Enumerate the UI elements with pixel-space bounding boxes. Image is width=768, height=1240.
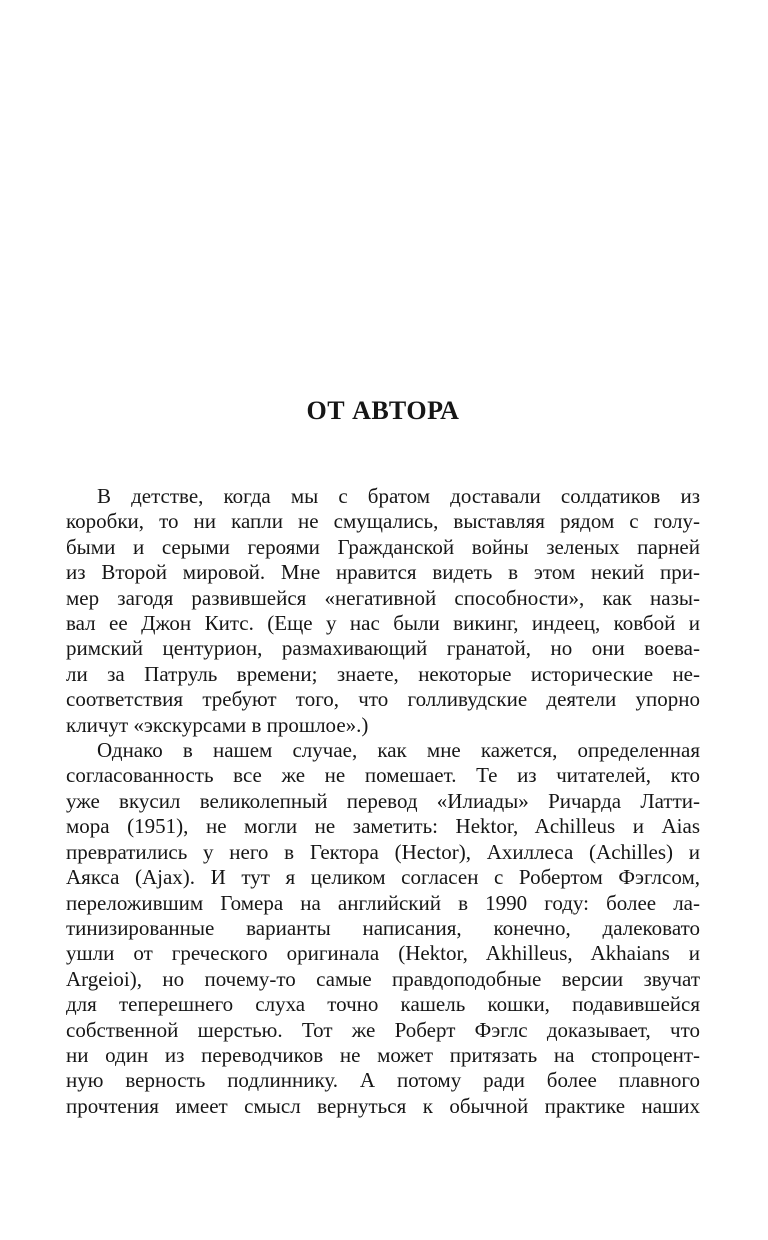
text-line: кличут «экскурсами в прошлое».) [66,712,369,737]
text-line: вал ее Джон Китс. (Еще у нас были викинг, индеец, ковбой и [66,611,700,636]
text-line: соответствия требуют того, что голливудские деятели упорно [66,687,700,712]
text-line: Argeioi), но почему-то самые правдоподобные версии звучат [66,966,700,991]
text-line: переложившим Гомера на английский в 1990 году: более ла- [66,890,700,915]
text-line: ли за Патруль времени; знаете, некоторые исторические не- [66,661,700,686]
text-line: Аякса (Ajax). И тут я целиком согласен с Робертом Фэглсом, [66,865,700,890]
text-line: Однако в нашем случае, как мне кажется, определенная [97,738,700,763]
text-line: из Второй мировой. Мне нравится видеть в этом некий при- [66,560,700,585]
text-line: ушли от греческого оригинала (Hektor, Akhilleus, Akhaians и [66,941,700,966]
text-line: для теперешнего слуха точно кашель кошки, подавившейся [66,992,700,1017]
text-line: коробки, то ни капли не смущались, выставляя рядом с голу- [66,509,700,534]
text-line: согласованность все же не помешает. Те из читателей, кто [66,763,700,788]
text-line: В детстве, когда мы с братом доставали солдатиков из [97,484,700,508]
text-line: быми и серыми героями Гражданской войны зеленых парней [66,534,700,559]
text-line: мер загодя развившейся «негативной способности», как назы- [66,585,700,610]
text-line: мора (1951), не могли не заметить: Hektor, Achilleus и Aias [66,814,700,839]
chapter-title: ОТ АВТОРА [306,396,460,425]
text-line: превратились у него в Гектора (Hector), Ахиллеса (Achilles) и [66,839,700,864]
text-line: тинизированные варианты написания, конечно, далековато [66,915,700,940]
text-line: уже вкусил великолепный перевод «Илиады» Ричарда Латти- [66,788,700,813]
text-line: ную верность подлиннику. А потому ради более плавного [66,1068,700,1093]
text-block [66,484,700,1119]
text-line: собственной шерстью. Тот же Роберт Фэглс доказывает, что [66,1017,700,1042]
text-line: ни один из переводчиков не может притязать на стопроцент- [66,1042,700,1067]
text-line: прочтения имеет смысл вернуться к обычной практике наших [66,1093,700,1118]
text-line: римский центурион, размахивающий гранатой, но они воева- [66,636,700,661]
